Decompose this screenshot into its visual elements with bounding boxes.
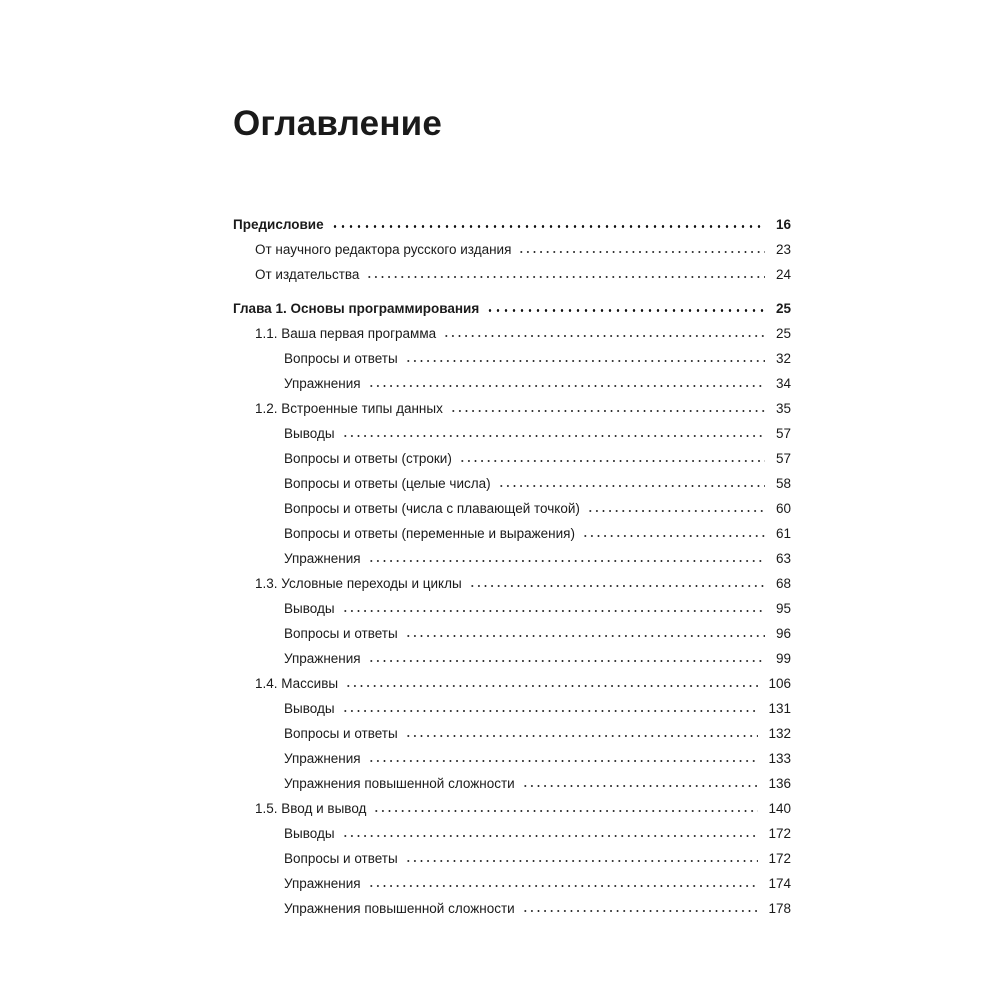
toc-entry-title: Глава 1. Основы программирования (233, 301, 480, 316)
toc-entry-title: Вопросы и ответы (строки) (284, 451, 452, 466)
toc-entry-subsection[interactable] (233, 546, 791, 571)
toc-entry-subsection[interactable] (233, 421, 791, 446)
toc-entry-section[interactable] (233, 396, 791, 421)
toc-entry-subsection[interactable] (233, 446, 791, 471)
dot-leader (405, 735, 759, 737)
toc-entry-subsection[interactable] (233, 496, 791, 521)
toc-entry-subsection[interactable] (233, 371, 791, 396)
toc-entry-page: 96 (775, 626, 791, 641)
dot-leader (342, 435, 765, 437)
toc-entry-section[interactable] (233, 796, 791, 821)
toc-entry-subsection[interactable] (233, 771, 791, 796)
toc-entry-subsection[interactable] (233, 596, 791, 621)
toc-entry-page: 99 (775, 651, 791, 666)
toc-entry-title: 1.3. Условные переходы и циклы (255, 576, 462, 591)
table-of-contents (233, 212, 791, 921)
toc-entry-page: 16 (775, 217, 791, 232)
toc-entry-title: 1.5. Ввод и вывод (255, 801, 367, 816)
toc-entry-page: 25 (775, 301, 791, 316)
toc-entry-title: Выводы (284, 601, 335, 616)
dot-leader (486, 309, 765, 312)
dot-leader (498, 485, 765, 487)
toc-entry-title: Выводы (284, 426, 335, 441)
toc-entry-page: 25 (775, 326, 791, 341)
page-title: Оглавление (233, 104, 443, 143)
toc-entry-title: Вопросы и ответы (переменные и выражения) (284, 526, 575, 541)
toc-entry-title: Упражнения (284, 876, 361, 891)
toc-entry-section[interactable] (233, 671, 791, 696)
toc-entry-title: От научного редактора русского издания (255, 242, 512, 257)
toc-entry-title: Вопросы и ответы (284, 351, 398, 366)
toc-entry-title: Упражнения (284, 376, 361, 391)
toc-entry-subsection[interactable] (233, 896, 791, 921)
toc-entry-title: От издательства (255, 267, 360, 282)
dot-leader (331, 225, 765, 228)
dot-leader (368, 660, 765, 662)
toc-entry-page: 174 (768, 876, 791, 891)
toc-entry-title: Вопросы и ответы (целые числа) (284, 476, 491, 491)
dot-leader (582, 535, 765, 537)
toc-entry-title: Упражнения (284, 751, 361, 766)
toc-entry-subsection[interactable] (233, 846, 791, 871)
dot-leader (518, 251, 765, 253)
toc-entry-subsection[interactable] (233, 346, 791, 371)
toc-entry-page: 133 (768, 751, 791, 766)
toc-entry-subsection[interactable] (233, 521, 791, 546)
dot-leader (469, 585, 765, 587)
toc-entry-page: 136 (768, 776, 791, 791)
toc-entry-subsection[interactable] (233, 646, 791, 671)
toc-entry-page: 57 (775, 451, 791, 466)
toc-entry-title: 1.4. Массивы (255, 676, 339, 691)
toc-entry-subsection[interactable] (233, 471, 791, 496)
dot-leader (368, 385, 765, 387)
toc-entry-page: 132 (768, 726, 791, 741)
toc-entry-subsection[interactable] (233, 871, 791, 896)
toc-entry-title: Вопросы и ответы (284, 851, 398, 866)
toc-entry-page: 58 (775, 476, 791, 491)
toc-entry-title: 1.2. Встроенные типы данных (255, 401, 443, 416)
dot-leader (342, 835, 759, 837)
toc-entry-page: 34 (775, 376, 791, 391)
toc-entry-page: 140 (768, 801, 791, 816)
toc-entry-page: 57 (775, 426, 791, 441)
dot-leader (405, 860, 759, 862)
dot-leader (345, 685, 758, 687)
toc-entry-section[interactable] (233, 571, 791, 596)
toc-entry-title: 1.1. Ваша первая программа (255, 326, 437, 341)
dot-leader (366, 276, 765, 278)
toc-entry-subsection[interactable] (233, 621, 791, 646)
toc-entry-page: 178 (768, 901, 791, 916)
toc-entry-page: 131 (768, 701, 791, 716)
toc-entry-preface[interactable] (233, 212, 791, 237)
toc-entry-page: 68 (775, 576, 791, 591)
toc-entry-page: 63 (775, 551, 791, 566)
toc-entry-page: 172 (768, 851, 791, 866)
toc-entry-page: 95 (775, 601, 791, 616)
toc-entry-title: Упражнения повышенной сложности (284, 901, 515, 916)
toc-entry-page: 32 (775, 351, 791, 366)
dot-leader (373, 810, 758, 812)
toc-entry-title: Выводы (284, 826, 335, 841)
dot-leader (459, 460, 765, 462)
dot-leader (342, 710, 759, 712)
toc-entry-title: Вопросы и ответы (числа с плавающей точкой) (284, 501, 580, 516)
dot-leader (368, 560, 765, 562)
toc-entry-subsection[interactable] (233, 821, 791, 846)
dot-leader (405, 635, 765, 637)
toc-entry[interactable] (233, 237, 791, 262)
toc-entry-title: Вопросы и ответы (284, 726, 398, 741)
dot-leader (450, 410, 765, 412)
toc-entry-page: 24 (775, 267, 791, 282)
toc-entry-subsection[interactable] (233, 746, 791, 771)
toc-entry-page: 60 (775, 501, 791, 516)
toc-entry-page: 61 (775, 526, 791, 541)
toc-entry-title: Упражнения повышенной сложности (284, 776, 515, 791)
toc-entry-subsection[interactable] (233, 721, 791, 746)
dot-leader (368, 760, 759, 762)
toc-entry-chapter-1[interactable] (233, 296, 791, 321)
toc-entry-title: Выводы (284, 701, 335, 716)
toc-entry[interactable] (233, 262, 791, 287)
toc-entry-page: 172 (768, 826, 791, 841)
dot-leader (405, 360, 765, 362)
toc-entry-section[interactable] (233, 321, 791, 346)
dot-leader (368, 885, 759, 887)
dot-leader (522, 910, 759, 912)
toc-entry-title: Упражнения (284, 551, 361, 566)
toc-entry-subsection[interactable] (233, 696, 791, 721)
toc-entry-title: Упражнения (284, 651, 361, 666)
toc-entry-title: Предисловие (233, 217, 324, 232)
dot-leader (587, 510, 765, 512)
dot-leader (443, 335, 765, 337)
toc-entry-page: 35 (775, 401, 791, 416)
toc-entry-page: 106 (768, 676, 791, 691)
toc-entry-title: Вопросы и ответы (284, 626, 398, 641)
dot-leader (342, 610, 765, 612)
dot-leader (522, 785, 759, 787)
toc-entry-page: 23 (775, 242, 791, 257)
